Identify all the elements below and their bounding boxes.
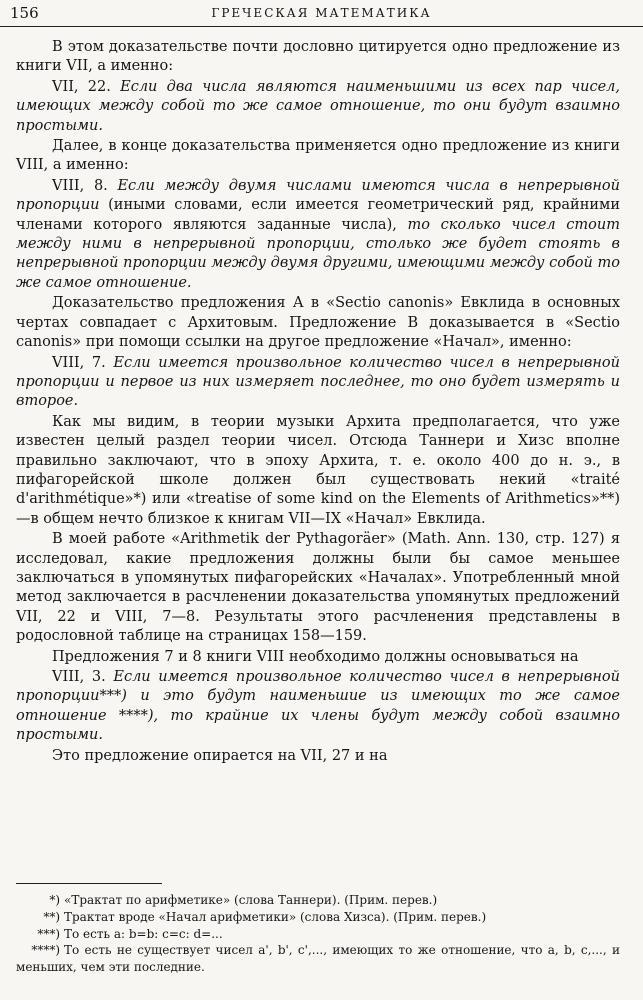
proposition-label: VIII, 8.: [52, 177, 108, 194]
paragraph: Как мы видим, в теории музыки Архита предполагается, что уже известен целый раздел теории чисел. Отсюда Таннери и Хизс вполне правильно заключают, что в эпоху Архита, т. е. около 400 до н. э., в пифагорейской школе должен был существовать некий «traité d'arithmétique»*) или «treatise of some kind on the Elements of Arithmetics»**) —в общем нечто близкое к книгам VII—IX «Начал» Евклида.: [16, 413, 620, 527]
footnote-text: Трактат вроде «Начал арифметики» (слова Хизса). (Прим. перев.): [64, 909, 487, 924]
footnote-text: То есть не существует чисел a', b', c',..., имеющих то же отношение, что a, b, c,..., и меньших, чем эти последние.: [16, 943, 620, 975]
paragraph: Далее, в конце доказательства применяется одно предложение из книги VIII, а именно:: [16, 138, 620, 174]
proposition-text: Если имеется произвольное количество чисел в непрерывной пропорции и первое из них измеряет последнее, то оно будет измерять и второе.: [16, 354, 620, 410]
paragraph: Это предложение опирается на VII, 27 и на: [52, 747, 388, 764]
proposition-vii-22: [16, 78, 620, 136]
footnote-mark: ***): [37, 926, 60, 941]
footnote: [16, 892, 620, 909]
footnotes: [16, 892, 620, 976]
footnote-text: «Трактат по арифметике» (слова Таннери). (Прим. перев.): [64, 893, 438, 907]
proposition-text: Если два числа являются наименьшими из всех пар чисел, имеющих между собой то же самое отношение, то они будут взаимно простыми.: [16, 78, 620, 134]
paragraph: Доказательство предложения А в «Sectio canonis» Евклида в основных чертах совпадает с Архитовым. Предложение В доказывается в «Sectio canonis» при помощи ссылки на другое предложение «Начал», именно:: [16, 295, 620, 351]
footnote-mark: **): [43, 909, 60, 924]
footnote: [16, 909, 620, 926]
page-number: 156: [10, 4, 39, 22]
footnote-text: То есть a: b=b: c=c: d=...: [64, 926, 223, 941]
footnote: [16, 926, 620, 943]
proposition-label: VIII, 7.: [52, 354, 106, 371]
proposition-text: Если имеется произвольное количество чисел в непрерывной пропорции***) и это будут наименьшие из имеющих то же самое отношение ****), то крайние их члены будут между собой взаимно простыми.: [16, 669, 620, 744]
paragraph: Предложения 7 и 8 книги VIII необходимо должны основываться на: [52, 648, 579, 665]
proposition-text: Если между двумя числами имеются числа в непрерывной пропорции: [16, 177, 620, 214]
proposition-viii-8: [16, 177, 620, 293]
proposition-viii-3: [16, 668, 620, 746]
proposition-note: (иными словами, если имеется геометрический ряд, крайними членами которого являются заданные числа),: [16, 197, 620, 233]
paragraph: В моей работе «Arithmetik der Pythagoräer» (Math. Ann. 130, стр. 127) я исследовал, какие предложения должны были бы самое меньшее заключаться в упомянутых пифагорейских «Началах». Употребленный мной метод заключается в расчленении доказательства упомянутых предложений VII, 22 и VIII, 7—8. Результаты этого расчленения представлены в родословной таблице на страницах 158—159.: [16, 531, 620, 645]
proposition-viii-7: [16, 354, 620, 412]
running-title: ГРЕЧЕСКАЯ МАТЕМАТИКА: [211, 6, 432, 20]
main-text: [16, 38, 620, 767]
proposition-label: VIII, 3.: [52, 669, 106, 685]
paragraph: В этом доказательстве почти дословно цитируется одно предложение из книги VII, а именно:: [16, 39, 620, 75]
page-header: [0, 0, 643, 27]
footnote: [16, 942, 620, 976]
footnote-mark: ****): [31, 943, 60, 958]
footnote-mark: *): [49, 893, 60, 907]
footnote-divider: [16, 883, 162, 884]
proposition-text: то сколько чисел стоит между ними в непрерывной пропорции, столько же будет стоять в непрерывной пропорции между двумя другими, имеющими между собой то же самое отношение.: [16, 216, 620, 291]
proposition-label: VII, 22.: [52, 78, 111, 95]
